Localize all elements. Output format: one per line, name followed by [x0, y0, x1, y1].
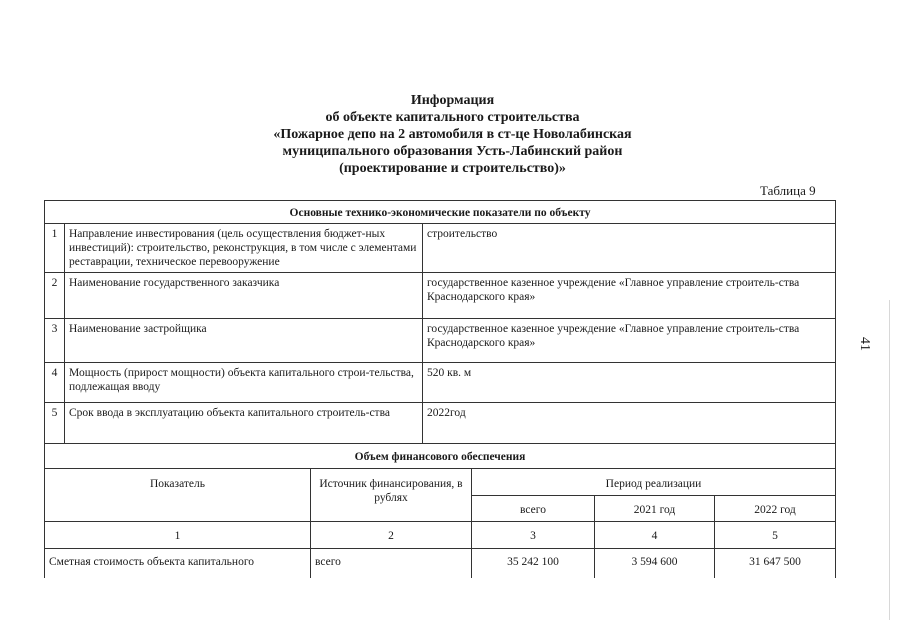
indicator-name: Наименование государственного заказчика [64, 272, 423, 319]
document-title [0, 92, 905, 177]
column-header-2021: 2021 год [594, 495, 715, 522]
indicator-value: 520 кв. м [422, 362, 836, 403]
section2-header: Объем финансового обеспечения [44, 443, 836, 469]
page-edge-line [889, 300, 890, 620]
indicator-value: 2022год [422, 402, 836, 444]
column-number: 5 [714, 521, 836, 549]
title-line: об объекте капитального строительства [325, 110, 580, 125]
fin-row-indicator: Сметная стоимость объекта капитального [44, 548, 311, 578]
indicator-name: Наименование застройщика [64, 318, 423, 363]
column-number: 2 [310, 521, 472, 549]
section1-header: Основные технико-экономические показатели по объекту [44, 200, 836, 224]
column-header-2022: 2022 год [714, 495, 836, 522]
row-number: 5 [44, 402, 65, 444]
fin-row-source: всего [310, 548, 472, 578]
fin-row-total: 35 242 100 [471, 548, 595, 578]
fin-row-2021: 3 594 600 [594, 548, 715, 578]
column-header-source: Источник финансирования, в рублях [310, 468, 472, 522]
page-number: 41 [857, 337, 872, 351]
title-line: (проектирование и строительство)» [339, 161, 566, 176]
row-number: 2 [44, 272, 65, 319]
row-number: 4 [44, 362, 65, 403]
column-header-indicator: Показатель [44, 468, 311, 522]
column-header-period: Период реализации [471, 468, 836, 496]
indicator-value: государственное казенное учреждение «Главное управление строитель-ства Краснодарского края» [422, 318, 836, 363]
column-number: 3 [471, 521, 595, 549]
fin-row-2022: 31 647 500 [714, 548, 836, 578]
title-line: муниципального образования Усть-Лабинский район [282, 144, 623, 159]
title-line: «Пожарное депо на 2 автомобиля в ст-це Новолабинская [273, 127, 632, 142]
indicator-name: Срок ввода в эксплуатацию объекта капитального строитель-ства [64, 402, 423, 444]
table-label: Таблица 9 [760, 183, 816, 198]
row-number: 3 [44, 318, 65, 363]
indicator-value: строительство [422, 223, 836, 273]
indicator-value: государственное казенное учреждение «Главное управление строитель-ства Краснодарского края» [422, 272, 836, 319]
column-header-total: всего [471, 495, 595, 522]
column-number: 1 [44, 521, 311, 549]
indicator-name: Мощность (прирост мощности) объекта капитального строи-тельства, подлежащая вводу [64, 362, 423, 403]
title-line: Информация [410, 93, 495, 108]
row-number: 1 [44, 223, 65, 273]
indicator-name: Направление инвестирования (цель осуществления бюджет-ных инвестиций): строительство, реконструкция, в том числе с элементами реставрации, техническое перевооружение [64, 223, 423, 273]
column-number: 4 [594, 521, 715, 549]
